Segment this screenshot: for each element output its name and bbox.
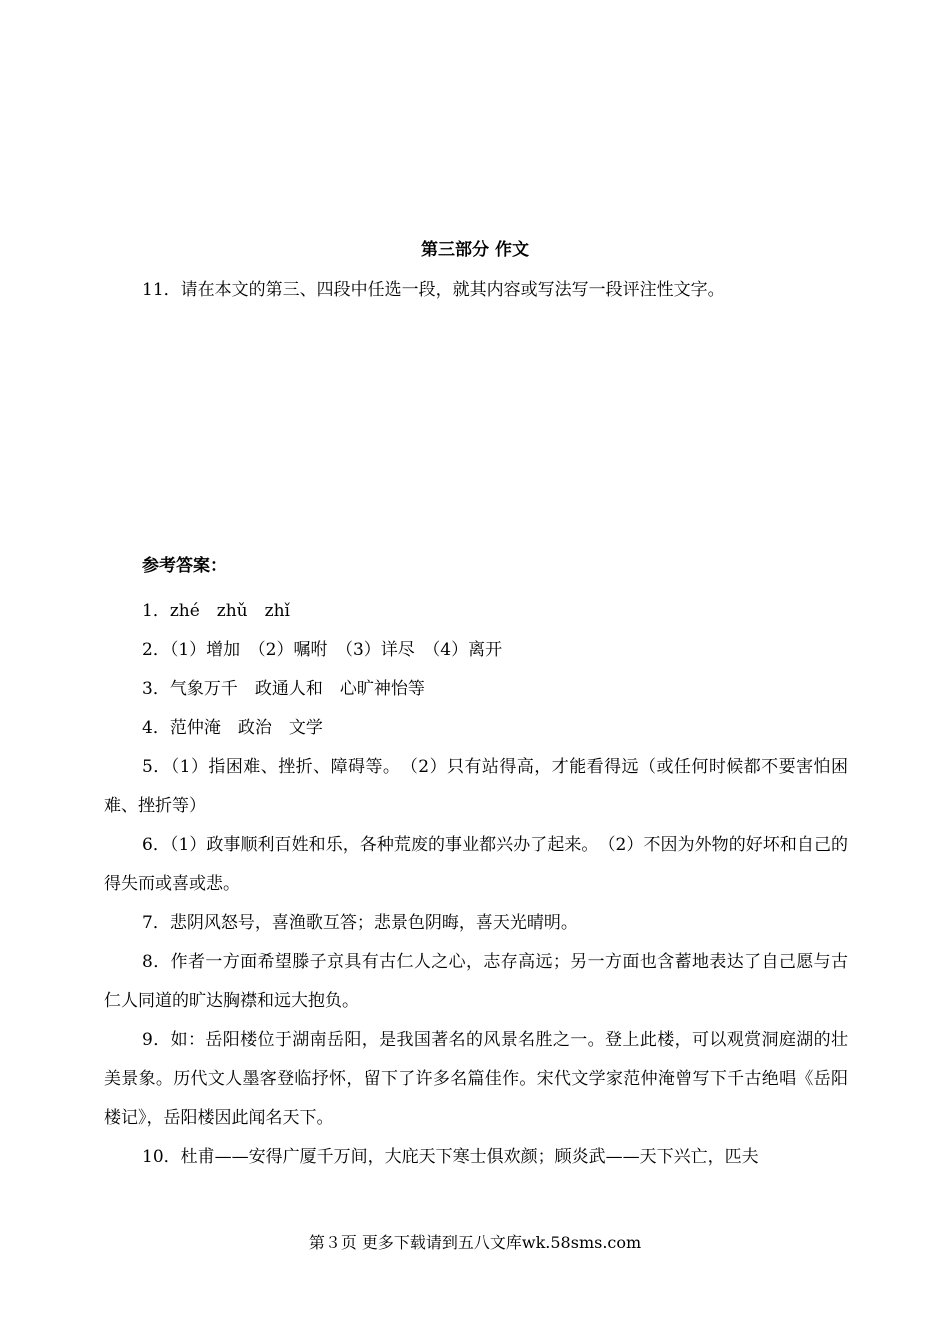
answer-10: 10．杜甫——安得广厦千万间，大庇天下寒士俱欢颜；顾炎武——天下兴亡，匹夫 <box>142 1147 759 1167</box>
answer-8: 8．作者一方面希望滕子京具有古仁人之心，志存高远；另一方面也含蓄地表达了自己愿与古仁人同道的旷达胸襟和远大抱负。 <box>104 952 848 1011</box>
answer-2: 2．（1）增加 （2）嘱咐 （3）详尽 （4）离开 <box>142 640 503 660</box>
question-11: 11．请在本文的第三、四段中任选一段，就其内容或写法写一段评注性文字。 <box>142 280 725 300</box>
answer-6: 6．（1）政事顺利百姓和乐，各种荒废的事业都兴办了起来。 （2）不因为外物的好坏和自己的得失而或喜或悲。 <box>104 835 848 894</box>
page-footer: 第３页 更多下载请到五八文库wk.58sms.com <box>308 1233 642 1252</box>
answers-list <box>104 592 848 1177</box>
answer-9: 9．如：岳阳楼位于湖南岳阳，是我国著名的风景名胜之一。登上此楼，可以观赏洞庭湖的壮美景象。历代文人墨客登临抒怀，留下了许多名篇佳作。宋代文学家范仲淹曾写下千古绝唱《岳阳楼记》，岳阳楼因此闻名天下。 <box>104 1030 848 1128</box>
answer-4: 4．范仲淹 政治 文学 <box>142 718 323 738</box>
answer-1: 1．zhé zhǔ zhǐ <box>142 601 290 621</box>
answer-5: 5．（1）指困难、挫折、障碍等。 （2）只有站得高，才能看得远（或任何时候都不要害怕困难、挫折等） <box>104 757 848 816</box>
answers-heading: 参考答案： <box>142 556 227 576</box>
answer-7: 7．悲阴风怒号，喜渔歌互答；悲景色阴晦，喜天光晴明。 <box>142 913 578 933</box>
answer-3: 3．气象万千 政通人和 心旷神怡等 <box>142 679 425 699</box>
section-title: 第三部分 作文 <box>421 240 529 260</box>
